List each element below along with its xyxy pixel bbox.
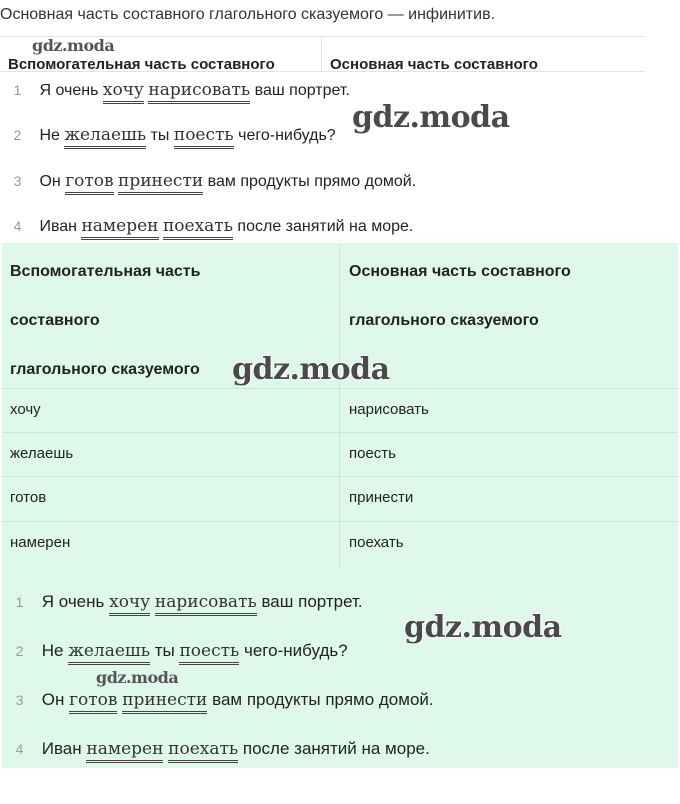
sentence-number: 4 (13, 218, 22, 234)
sentence-text: чего-нибудь? (238, 127, 336, 144)
sentence-text: Я очень (41, 592, 105, 611)
sentence-text: Не (41, 641, 64, 660)
sentence-2 (2, 641, 348, 661)
header-line: Вспомогательная часть (10, 263, 201, 280)
sentence-3 (2, 690, 434, 710)
header-line: составного (10, 312, 100, 329)
main-verb: нарисовать (155, 592, 257, 616)
sentence-4 (0, 216, 413, 236)
aux-verb: хочу (103, 80, 144, 104)
main-verb: нарисовать (148, 80, 250, 104)
top-header-aux: Вспомогательная часть составного (8, 56, 275, 73)
sentence-text: Я очень (39, 82, 99, 99)
sentence-text: вам продукты прямо домой. (212, 690, 434, 709)
sentence-number: 1 (15, 594, 24, 610)
aux-verb: намерен (81, 216, 158, 240)
sentence-text: Иван (41, 739, 82, 758)
table-cell-main: поесть (349, 445, 396, 462)
header-line: глагольного сказуемого (349, 312, 539, 329)
aux-verb: хочу (109, 592, 150, 616)
watermark: gdz.moda (352, 100, 510, 135)
sentence-text: ваш портрет. (261, 592, 363, 611)
sentence-text: вам продукты прямо домой. (207, 173, 417, 190)
main-verb: принести (122, 690, 207, 714)
header-line: Основная часть составного (349, 263, 571, 280)
table-header-main (349, 247, 571, 345)
aux-verb: желаешь (64, 125, 146, 149)
sentence-text: Он (39, 173, 61, 190)
main-verb: поесть (174, 125, 234, 149)
aux-verb: желаешь (68, 641, 150, 665)
sentence-4 (2, 739, 430, 759)
table-header-aux (10, 247, 200, 394)
watermark: gdz.moda (96, 668, 179, 687)
sentence-text: Не (39, 127, 60, 144)
intro-text: Основная часть составного глагольного сказуемого — инфинитив. (0, 6, 496, 23)
sentence-text: Иван (39, 218, 78, 235)
sentence-1 (2, 592, 363, 612)
sentence-text: ты (154, 641, 175, 660)
sentence-text: Он (41, 690, 65, 709)
sentence-text: после занятий на море. (237, 218, 414, 235)
table-cell-aux: намерен (10, 534, 71, 551)
table-cell-main: поехать (349, 534, 404, 551)
main-verb: поехать (168, 739, 238, 763)
top-header-main: Основная часть составного (330, 56, 538, 73)
sentence-text: после занятий на море. (242, 739, 430, 758)
sentence-text: чего-нибудь? (244, 641, 348, 660)
sentence-1 (0, 80, 350, 100)
row-divider (2, 388, 678, 389)
table-cell-main: принести (349, 489, 414, 506)
table-cell-main: нарисовать (349, 401, 429, 418)
watermark: gdz.moda (404, 610, 562, 645)
sentence-number: 2 (15, 643, 24, 659)
sentence-number: 4 (15, 741, 24, 757)
sentence-3 (0, 171, 416, 191)
main-verb: поехать (163, 216, 233, 240)
sentence-number: 3 (13, 173, 22, 189)
answer-table (2, 243, 678, 568)
sentence-number: 3 (15, 692, 24, 708)
main-verb: поесть (179, 641, 239, 665)
aux-verb: готов (69, 690, 117, 714)
row-divider (2, 476, 678, 477)
column-divider (339, 243, 340, 568)
sentence-text: ты (150, 127, 170, 144)
watermark: gdz.moda (32, 36, 115, 55)
sentence-number: 1 (13, 82, 22, 98)
header-line: глагольного сказуемого (10, 361, 200, 378)
table-cell-aux: готов (10, 489, 47, 506)
main-verb: принести (118, 171, 203, 195)
aux-verb: намерен (86, 739, 163, 763)
sentence-2 (0, 125, 336, 145)
sentence-text: ваш портрет. (254, 82, 350, 99)
table-cell-aux: хочу (10, 401, 41, 418)
table-cell-aux: желаешь (10, 445, 74, 462)
column-divider (321, 37, 322, 71)
sentence-number: 2 (13, 127, 22, 143)
row-divider (2, 521, 678, 522)
aux-verb: готов (65, 171, 113, 195)
row-divider (2, 432, 678, 433)
watermark: gdz.moda (232, 352, 390, 387)
